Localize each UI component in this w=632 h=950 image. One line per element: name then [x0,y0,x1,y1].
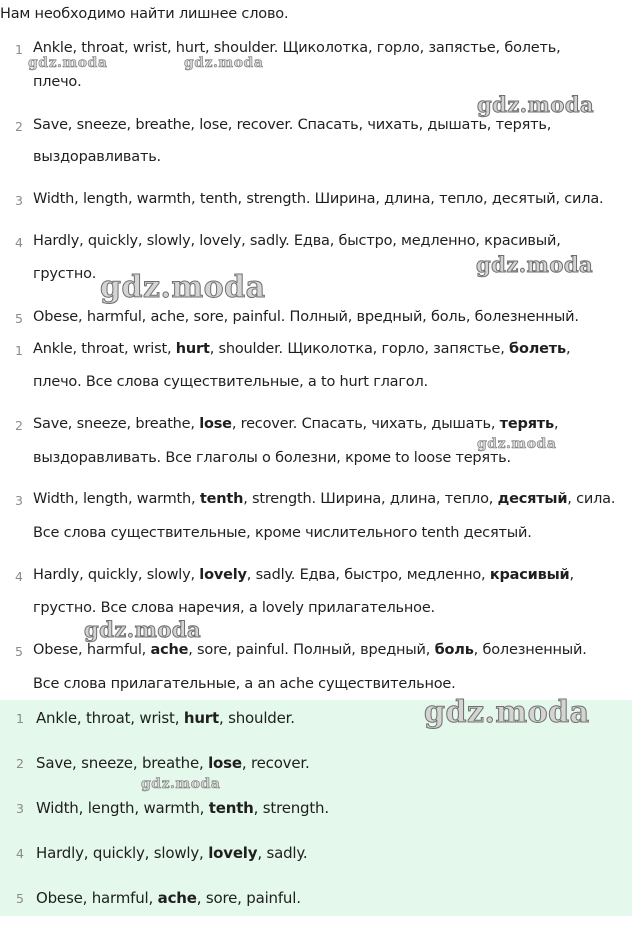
odd-word-en: hurt [175,341,210,357]
item-text-continuation: грустно. [33,266,97,282]
item-text: Width, length, warmth, tenth, strength. Ширина, длина, тепло, десятый, сила. [33,491,616,507]
item-text-continuation: плечо. [33,74,82,90]
odd-word-ru: десятый [497,491,568,507]
watermark: gdz.moda [424,695,590,730]
item-number: 2 [16,756,24,771]
answer-text: Hardly, quickly, slowly, lovely, sadly. [36,844,308,862]
item-text-continuation: выздоравливать. [33,149,161,165]
answer-text: Save, sneeze, breathe, lose, recover. [36,754,310,772]
odd-word-en: lovely [199,567,247,583]
item-number: 3 [16,801,24,816]
item-number: 1 [15,343,23,358]
item-number: 5 [15,311,23,326]
item-text: Hardly, quickly, slowly, lovely, sadly. Едва, быстро, медленно, красивый, [33,233,561,249]
intro-text: Нам необходимо найти лишнее слово. [0,6,289,22]
odd-word-en: lose [199,416,232,432]
item-number: 2 [15,119,23,134]
item-number: 1 [16,711,24,726]
item-text: Hardly, quickly, slowly, lovely, sadly. Едва, быстро, медленно, красивый, [33,567,574,583]
item-explanation: выздоравливать. Все глаголы о болезни, кроме to loose терять. [33,450,511,466]
odd-word-en: ache [150,642,189,658]
item-number: 1 [15,42,23,57]
odd-word-ru: болеть [509,341,566,357]
item-text: Ankle, throat, wrist, hurt, shoulder. Щиколотка, горло, запястье, болеть, [33,341,571,357]
item-number: 4 [16,846,24,861]
answer-text: Ankle, throat, wrist, hurt, shoulder. [36,709,295,727]
item-number: 5 [16,891,24,906]
item-explanation: плечо. Все слова существительные, а to hurt глагол. [33,374,428,390]
odd-word-en: tenth [199,491,244,507]
watermark: gdz.moda [141,776,221,792]
item-text: Obese, harmful, ache, sore, painful. Полный, вредный, боль, болезненный. [33,309,579,325]
answer-text: Width, length, warmth, tenth, strength. [36,799,329,817]
watermark: gdz.moda [184,55,264,71]
item-explanation: Все слова прилагательные, а an ache существительное. [33,676,456,692]
odd-word: ache [157,889,197,907]
item-text: Save, sneeze, breathe, lose, recover. Спасать, чихать, дышать, терять, [33,117,552,133]
item-explanation: Все слова существительные, кроме числительного tenth десятый. [33,525,532,541]
watermark: gdz.moda [477,436,557,452]
item-number: 3 [15,493,23,508]
odd-word: lose [208,754,242,772]
watermark: gdz.moda [100,270,266,305]
item-text: Ankle, throat, wrist, hurt, shoulder. Щиколотка, горло, запястье, болеть, [33,40,561,56]
odd-word-ru: боль [434,642,474,658]
item-text: Obese, harmful, ache, sore, painful. Полный, вредный, боль, болезненный. [33,642,587,658]
item-text: Save, sneeze, breathe, lose, recover. Спасать, чихать, дышать, терять, [33,416,559,432]
answer-text: Obese, harmful, ache, sore, painful. [36,889,301,907]
watermark: gdz.moda [84,617,202,642]
item-number: 4 [15,235,23,250]
watermark: gdz.moda [28,55,108,71]
odd-word: hurt [183,709,219,727]
item-number: 2 [15,418,23,433]
odd-word-ru: терять [499,416,554,432]
item-explanation: грустно. Все слова наречия, а lovely прилагательное. [33,600,435,616]
answer-block [0,700,632,916]
odd-word-ru: красивый [489,567,570,583]
watermark: gdz.moda [477,92,595,117]
item-number: 3 [15,193,23,208]
watermark: gdz.moda [476,252,594,277]
item-number: 4 [15,569,23,584]
odd-word: lovely [208,844,258,862]
item-text: Width, length, warmth, tenth, strength. Ширина, длина, тепло, десятый, сила. [33,191,604,207]
odd-word: tenth [208,799,254,817]
item-number: 5 [15,644,23,659]
